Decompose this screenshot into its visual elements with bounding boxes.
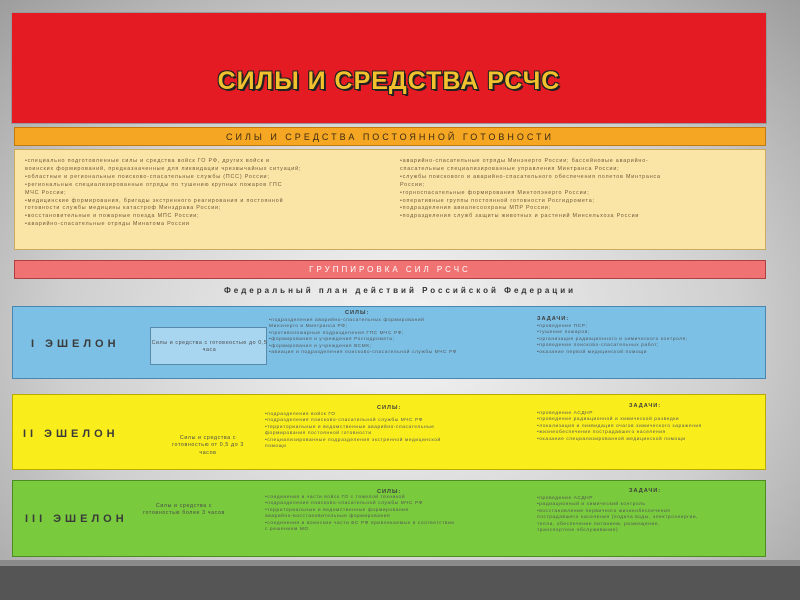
list-item: •оперативные группы постоянной готовности Росгидромета;	[400, 197, 595, 204]
echelon-1-tasks-label: ЗАДАЧИ:	[537, 316, 570, 322]
permanent-right-list	[400, 158, 760, 221]
list-item: •тушение пожаров;	[537, 330, 590, 336]
list-item: тепла, обеспечение питанием, размещение,	[537, 521, 660, 527]
echelon-1-forces-list	[269, 318, 457, 356]
echelon-1-tasks-list	[537, 324, 688, 356]
list-item: России;	[400, 181, 425, 188]
list-item: •медицинские формирования, бригады экстренного реагирования и постоянной	[25, 197, 284, 204]
list-item: •восстановительные и пожарные поезда МПС России;	[25, 213, 200, 220]
echelon-3-tasks-label: ЗАДАЧИ:	[629, 488, 662, 494]
echelon-2-tasks-list	[537, 411, 702, 443]
echelon-3-tasks-list	[537, 496, 698, 534]
list-item: •авиация и подразделения поисково-спасательной службы МЧС РФ	[269, 350, 457, 356]
grouping-bar: ГРУППИРОВКА СИЛ РСЧС	[14, 260, 766, 279]
list-item: •подразделения войск ГО	[265, 412, 336, 417]
echelon-1-readiness: Силы и средства с готовностью до 0,5 часа	[151, 340, 268, 354]
title-banner	[11, 12, 767, 124]
list-item: •проведение радиационной и химической разведки	[537, 417, 680, 423]
echelon-1-forces-label: СИЛЫ:	[345, 310, 370, 316]
list-item: •жизнеобеспечение пострадавшего населения	[537, 430, 666, 436]
echelon-1-readiness-box	[150, 327, 267, 365]
list-item: воинских формирований, предназначенные для ликвидации чрезвычайных ситуаций;	[25, 165, 302, 172]
list-item: •оказание первой медицинской помощи	[537, 349, 647, 355]
list-item: готовности службы медицины катастроф Минздрава России;	[25, 205, 222, 212]
list-item: •подразделения служб защиты животных и растений Минсельхоза России	[400, 213, 640, 220]
echelon-3-forces-label: СИЛЫ:	[377, 489, 402, 495]
federal-plan-heading: Федеральный план действий Российской Федерации	[223, 286, 577, 295]
permanent-readiness-bar: СИЛЫ И СРЕДСТВА ПОСТОЯННОЙ ГОТОВНОСТИ	[14, 127, 766, 146]
bottom-stripe	[0, 566, 800, 600]
list-item: •специально подготовленные силы и средства войск ГО РФ, других войск и	[25, 158, 270, 164]
echelon-2-readiness: Силы и средства с готовностью от 0,5 до 3 часов	[172, 435, 244, 456]
list-item: •проведение ПСР;	[537, 324, 588, 329]
echelon-2-forces-label: СИЛЫ:	[377, 405, 402, 411]
list-item: МЧС России;	[25, 189, 67, 196]
list-item: помощи	[265, 444, 287, 450]
list-item: •восстановление первичного жизнеобеспечения	[537, 508, 671, 514]
list-item: •аварийно-спасательные отряды Минэнерго России; бассейновые аварийно-	[400, 158, 649, 164]
list-item: •специализированные подразделения экстренной медицинской	[265, 437, 441, 443]
list-item: •оказание специализированной медицинской помощи	[537, 436, 686, 442]
list-item: формирования постоянной готовности	[265, 431, 372, 437]
echelon-3-panel	[12, 480, 766, 557]
echelon-3-readiness: Силы и средства с готовностью более 3 часов	[143, 503, 225, 517]
list-item: •соединения и части войск ГО с тяжелой техникой	[265, 495, 406, 500]
list-item: •противопожарные подразделения ГПС МЧС РФ;	[269, 330, 404, 336]
list-item: Минэнерго и Минтранса РФ;	[269, 324, 348, 330]
list-item: •территориальные и ведомственные аварийно-спасательные	[265, 424, 435, 430]
list-item: •подразделения поисково-спасательной службы МЧС РФ	[265, 418, 424, 424]
list-item: •проведение АСДНР	[537, 411, 594, 416]
list-item: •формирования и учреждения Росгидромета;	[269, 337, 395, 343]
list-item: •службы поискового и аварийно-спасательного обеспечения полетов Минтранса	[400, 173, 661, 180]
list-item: •областные и региональные поисково-спасательные службы (ПСС) России;	[25, 173, 270, 180]
list-item: •подразделения аварийно-спасательных формирований	[269, 318, 425, 323]
page-title: СИЛЫ И СРЕДСТВА РСЧС	[217, 67, 561, 95]
list-item: аварийно-восстановительные формирования	[265, 514, 391, 520]
echelon-2-name: II ЭШЕЛОН	[23, 428, 119, 440]
list-item: •формирования и учреждения ВСМК;	[269, 343, 372, 349]
list-item: •организация радиационного и химического контроля;	[537, 336, 688, 342]
echelon-1-name: I ЭШЕЛОН	[31, 338, 120, 350]
echelon-2-tasks-label: ЗАДАЧИ:	[629, 403, 662, 409]
list-item: •подразделения авиалесоохраны МПР России;	[400, 205, 551, 212]
list-item: с решением МО	[265, 527, 309, 533]
echelon-3-forces-list	[265, 495, 455, 533]
list-item: •соединения и воинские части ВС РФ привлекаемые в соответствии	[265, 520, 455, 526]
echelon-3-name: III ЭШЕЛОН	[25, 513, 128, 525]
list-item: •радиационный и химический контроль	[537, 502, 646, 508]
list-item: транспортное обслуживание)	[537, 528, 619, 534]
list-item: •подразделения поисково-спасательной службы МЧС РФ	[265, 501, 424, 507]
list-item: •проведение АСДНР	[537, 496, 594, 501]
list-item: •региональные специализированные отряды по тушению крупных пожаров ГПС	[25, 181, 283, 188]
echelon-1-panel	[12, 306, 766, 379]
list-item: •территориальные и ведомственные формирования	[265, 507, 409, 513]
echelon-2-panel	[12, 394, 766, 470]
echelon-2-forces-list	[265, 412, 441, 450]
list-item: •аварийно-спасательные отряды Минатома России	[25, 221, 190, 228]
list-item: спасательные специализированные управления Минтранса России;	[400, 165, 620, 172]
list-item: •горноспасательные формирования Минтопэнерго России;	[400, 189, 590, 196]
list-item: •проведение поисково-спасательных работ;	[537, 343, 659, 349]
permanent-readiness-box	[14, 149, 766, 250]
list-item: •локализация и ликвидация очагов химического заражения	[537, 423, 702, 429]
list-item: пострадавшего населения (подача воды, электроэнергии,	[537, 515, 699, 521]
permanent-left-list	[25, 158, 385, 229]
